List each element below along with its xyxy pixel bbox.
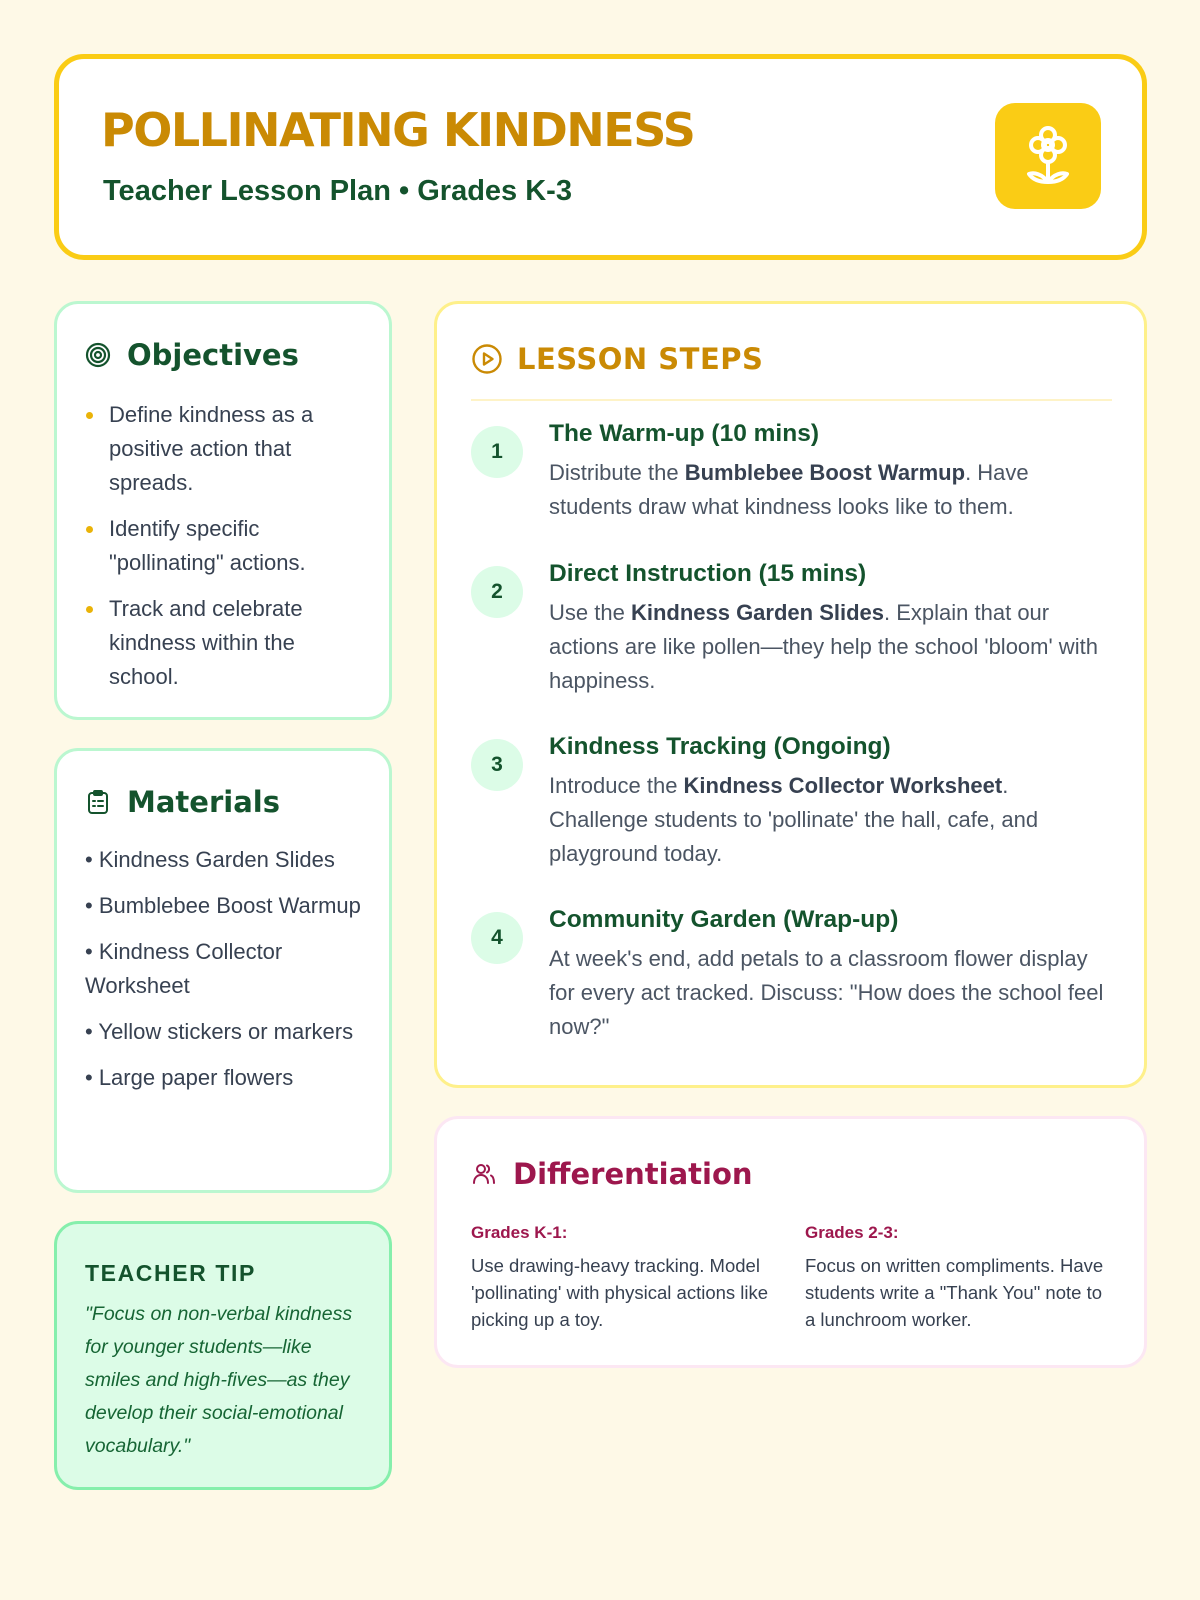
group-label: Grades 2-3: — [805, 1223, 899, 1242]
page-title: POLLINATING KINDNESS — [101, 103, 695, 157]
flower-icon — [995, 103, 1101, 209]
step-number: 4 — [471, 912, 523, 964]
step-title: Direct Instruction (15 mins) — [549, 560, 867, 587]
step-description: Use the Kindness Garden Slides. Explain that our actions are like pollen—they help the school 'bloom' with happiness. — [549, 600, 1098, 693]
materials-list — [85, 843, 375, 1107]
step-number: 2 — [471, 566, 523, 618]
lesson-steps-header — [471, 342, 763, 376]
group-text: Focus on written compliments. Have students write a "Thank You" note to a lunchroom worker. — [805, 1255, 1104, 1330]
teacher-tip-text: "Focus on non-verbal kindness for younger students—like smiles and high-fives—as they develop their social-emotional vocabulary." — [85, 1303, 353, 1457]
list-item: • Kindness Collector Worksheet — [85, 939, 283, 998]
differentiation-heading: Differentiation — [513, 1157, 753, 1191]
materials-card — [54, 748, 392, 1193]
step-title: Community Garden (Wrap-up) — [549, 906, 899, 933]
step-description: At week's end, add petals to a classroom flower display for every act tracked. Discuss: "How does the school feel now?" — [549, 946, 1104, 1039]
teacher-tip-heading: TEACHER TIP — [85, 1260, 256, 1286]
users-icon — [471, 1161, 497, 1187]
objectives-list — [83, 398, 363, 706]
differentiation-group — [471, 1223, 771, 1333]
list-item: • Bumblebee Boost Warmup — [85, 893, 361, 918]
lesson-steps-heading: LESSON STEPS — [517, 342, 764, 376]
material-name: Bumblebee Boost Warmup — [684, 460, 966, 485]
differentiation-group — [805, 1223, 1105, 1333]
list-item: Identify specific "pollinating" actions. — [83, 512, 363, 580]
header-card — [54, 54, 1147, 260]
material-name: Kindness Garden Slides — [630, 600, 885, 625]
differentiation-header — [471, 1157, 753, 1191]
list-item: Track and celebrate kindness within the school. — [83, 592, 363, 694]
differentiation-card — [434, 1116, 1147, 1368]
divider — [471, 399, 1112, 401]
group-text: Use drawing-heavy tracking. Model 'pollinating' with physical actions like picking up a toy. — [471, 1255, 769, 1330]
materials-heading: Materials — [127, 785, 280, 819]
step-title: The Warm-up (10 mins) — [549, 420, 819, 447]
step-number: 1 — [471, 426, 523, 478]
list-item: • Large paper flowers — [85, 1065, 294, 1090]
list-item: • Kindness Garden Slides — [85, 847, 335, 872]
objectives-header — [85, 338, 299, 372]
step-description: Introduce the Kindness Collector Worksheet. Challenge students to 'pollinate' the hall, cafe, and playground today. — [549, 773, 1039, 866]
clipboard-icon — [85, 789, 111, 815]
page-subtitle: Teacher Lesson Plan • Grades K-3 — [103, 175, 572, 207]
lesson-steps-card — [434, 301, 1147, 1088]
materials-header — [85, 785, 280, 819]
step-number: 3 — [471, 739, 523, 791]
objectives-heading: Objectives — [127, 338, 299, 372]
teacher-tip-card — [54, 1221, 392, 1490]
step-title: Kindness Tracking (Ongoing) — [549, 733, 891, 760]
target-icon — [85, 342, 111, 368]
material-name: Kindness Collector Worksheet — [683, 773, 1003, 798]
list-item: Define kindness as a positive action that spreads. — [83, 398, 363, 500]
objectives-card — [54, 301, 392, 720]
list-item: • Yellow stickers or markers — [85, 1019, 354, 1044]
group-label: Grades K-1: — [471, 1223, 568, 1242]
play-circle-icon — [471, 343, 503, 375]
step-description: Distribute the Bumblebee Boost Warmup. Have students draw what kindness looks like to them. — [549, 460, 1029, 519]
